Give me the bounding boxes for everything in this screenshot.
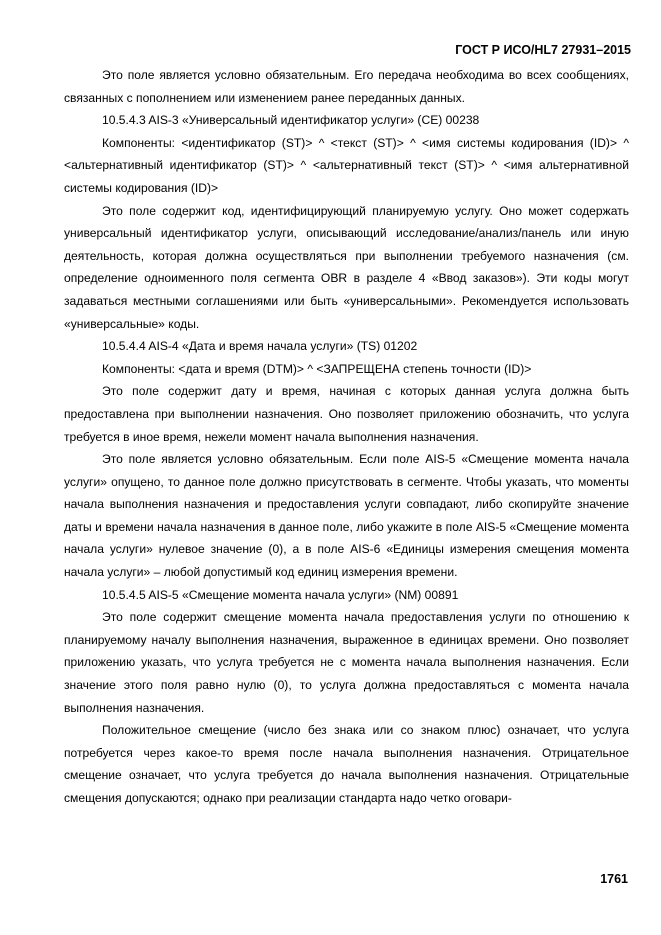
paragraph: Компоненты: <идентификатор (ST)> ^ <текст (ST)> ^ <имя системы кодирования (ID)> ^ <альтернативный идентификатор (ST)> ^ <альтернативный текст (ST)> ^ <имя альтернативной системы кодирования (ID)> (64, 135, 629, 195)
standard-header: ГОСТ Р ИСО/HL7 27931–2015 (455, 43, 631, 57)
paragraph: Это поле содержит дату и время, начиная с которых данная услуга должна быть предоставлена при выполнении назначения. Оно позволяет приложению обозначить, что услуга требуется в иное время, нежели момент начала выполнения назначения. (64, 384, 629, 444)
paragraph: Положительное смещение (число без знака или со знаком плюс) означает, что услуга потребуется через какое-то время после начала выполнения назначения. Отрицательное смещение означает, что услуга требуется до начала выполнения назначения. Отрицательные смещения допускаются; однако при реализации стандарта надо четко оговари- (64, 723, 629, 805)
paragraph: Компоненты: <дата и время (DTM)> ^ <ЗАПРЕЩЕНА степень точности (ID)> (102, 361, 532, 376)
body-text (64, 64, 629, 810)
paragraph: Это поле содержит смещение момента начала предоставления услуги по отношению к планируемому началу выполнения назначения, выраженное в единицах времени. Оно позволяет приложению указать, что услуга требуется не с момента начала выполнения назначения. Если значение этого поля равно нулю (0), то услуга должна предоставляться с момента начала выполнения назначения. (64, 610, 629, 715)
section-heading-10-5-4-5: 10.5.4.5 AIS-5 «Смещение момента начала услуги» (NM) 00891 (102, 587, 459, 602)
paragraph: Это поле является условно обязательным. Если поле AIS-5 «Смещение момента начала услуги» опущено, то данное поле должно присутствовать в сегменте. Чтобы указать, что моменты начала выполнения назначения и предоставления услуги совпадают, либо скопируйте значение даты и времени начала назначения в данное поле, либо укажите в поле AIS-5 «Смещение момента начала услуги» нулевое значение (0), а в поле AIS-6 «Единицы измерения смещения момента начала услуги» – любой допустимый код единиц измерения времени. (64, 452, 629, 580)
paragraph: Это поле является условно обязательным. Его передача необходима во всех сообщениях, связанных с пополнением или изменением ранее переданных данных. (64, 68, 629, 105)
section-heading-10-5-4-4: 10.5.4.4 AIS-4 «Дата и время начала услуги» (TS) 01202 (102, 339, 418, 354)
paragraph: Это поле содержит код, идентифицирующий планируемую услугу. Оно может содержать универсальный идентификатор услуги, описывающий исследование/анализ/панель или иную деятельность, которая должна осуществляться при выполнении требуемого назначения (см. определение одноименного поля сегмента OBR в разделе 4 «Ввод заказов»). Эти коды могут задаваться местными соглашениями или быть «универсальными». Рекомендуется использовать «универсальные» коды. (64, 203, 629, 331)
section-heading-10-5-4-3: 10.5.4.3 AIS-3 «Универсальный идентификатор услуги» (CE) 00238 (102, 113, 480, 128)
page-number: 1761 (600, 872, 628, 886)
